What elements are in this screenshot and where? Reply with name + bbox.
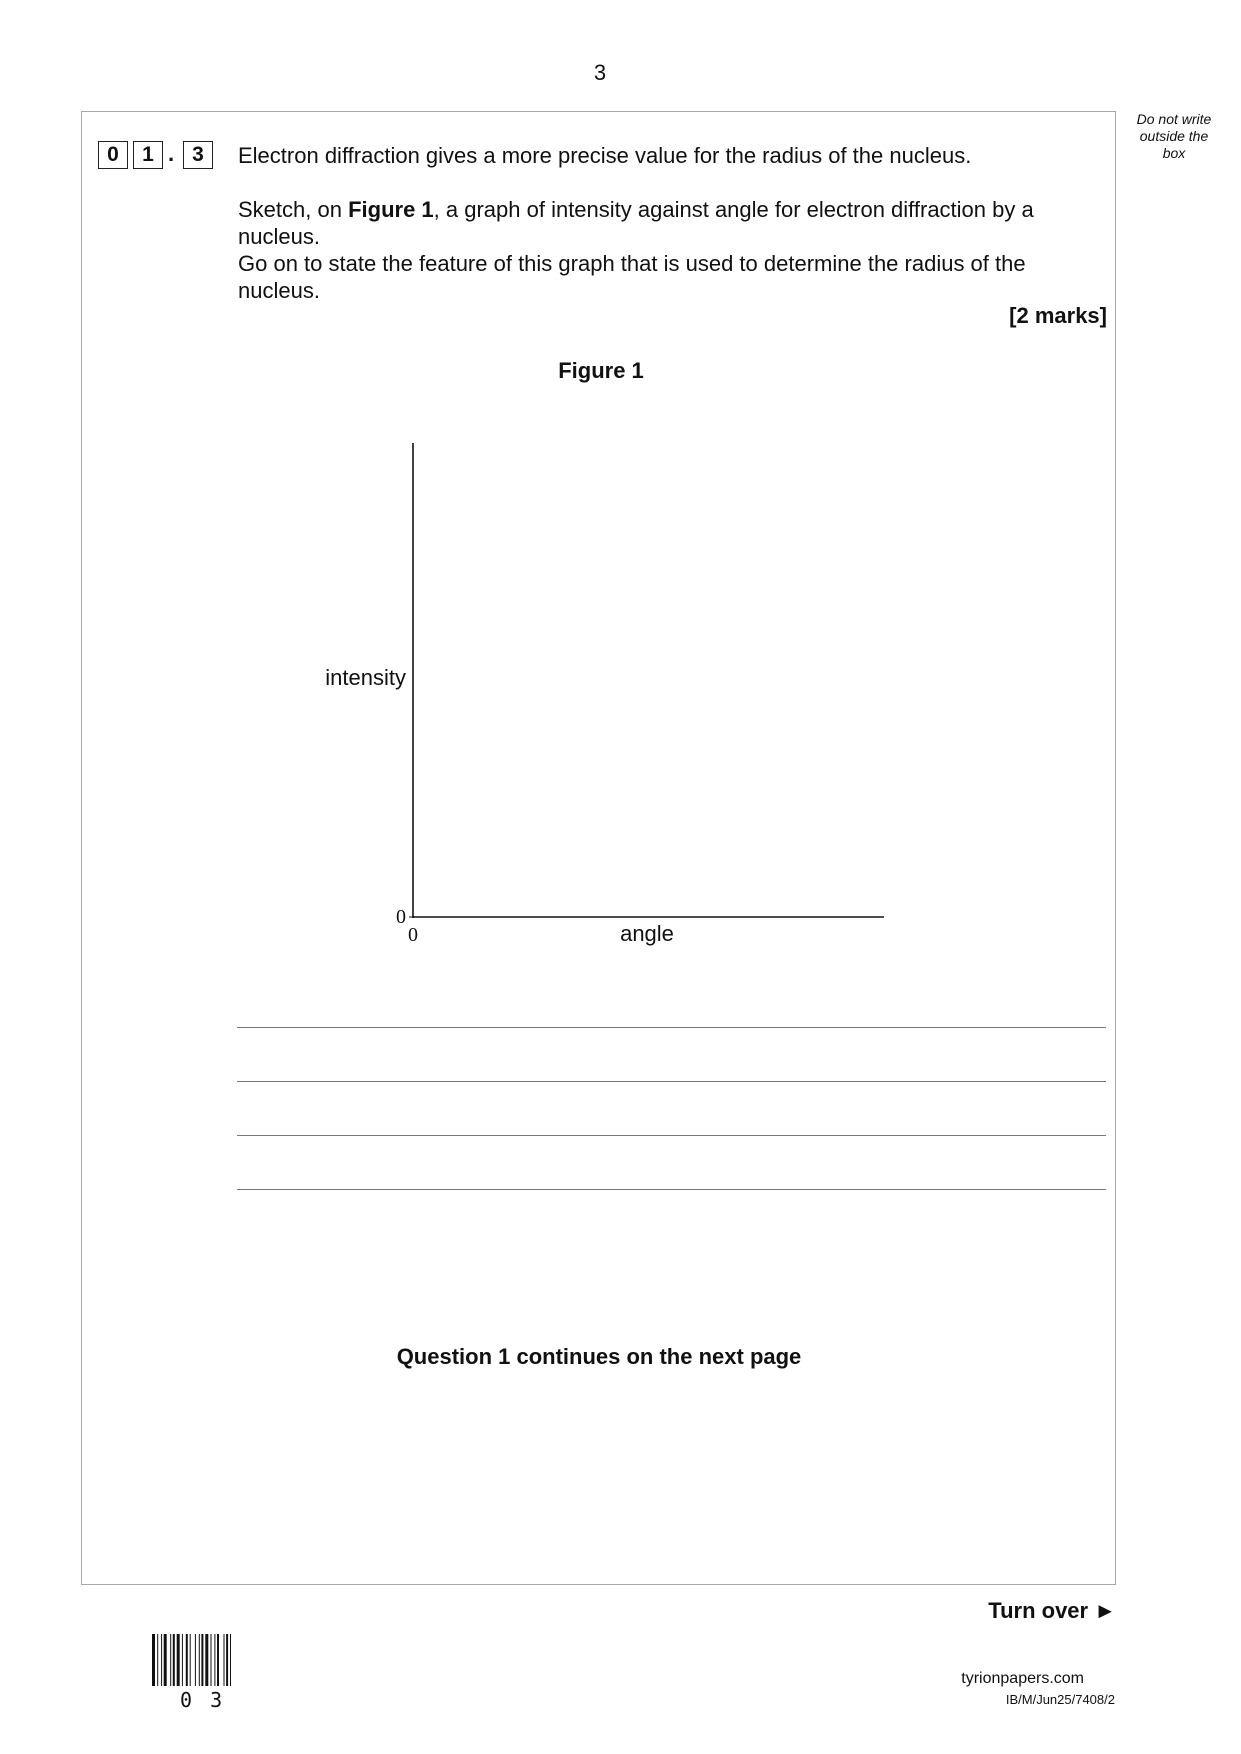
barcode-bar bbox=[170, 1634, 171, 1686]
barcode-bar bbox=[199, 1634, 200, 1686]
barcode-bar bbox=[205, 1634, 208, 1686]
footer-site: tyrionpapers.com bbox=[961, 1670, 1084, 1687]
answer-line[interactable] bbox=[237, 1027, 1106, 1028]
barcode-bar bbox=[157, 1634, 158, 1686]
figure-reference: Figure 1 bbox=[348, 197, 434, 222]
barcode-bar bbox=[230, 1634, 231, 1686]
y-axis-label: intensity bbox=[325, 665, 406, 690]
instruction-text: Go on to state the feature of this graph that is used to determine the radius of the nucleus. bbox=[238, 251, 1026, 303]
barcode-bar bbox=[161, 1634, 162, 1686]
instruction-text: Sketch, on bbox=[238, 197, 349, 222]
question-number-box: 1 bbox=[133, 141, 163, 169]
barcode-bar bbox=[152, 1634, 155, 1686]
margin-note-line: outside the bbox=[1139, 128, 1209, 144]
barcode-bar bbox=[224, 1634, 225, 1686]
answer-line[interactable] bbox=[237, 1081, 1106, 1082]
answer-line[interactable] bbox=[237, 1189, 1106, 1190]
margin-note-line: Do not write bbox=[1136, 111, 1212, 127]
x-axis-label: angle bbox=[620, 921, 674, 946]
instruction-text: , a graph of intensity against angle for electron diffraction by a nucleus. bbox=[238, 197, 1034, 249]
barcode-number: 0 3 bbox=[180, 1688, 226, 1712]
barcode-bar bbox=[182, 1634, 183, 1686]
question-part-box: 3 bbox=[183, 141, 213, 169]
barcode-bar bbox=[164, 1634, 167, 1686]
barcode-bar bbox=[201, 1634, 203, 1686]
barcode-bar bbox=[186, 1634, 188, 1686]
question-intro: Electron diffraction gives a more precise value for the radius of the nucleus. bbox=[238, 143, 972, 168]
barcode-image bbox=[152, 1634, 264, 1688]
barcode-bar bbox=[195, 1634, 196, 1686]
barcode-bar bbox=[177, 1634, 180, 1686]
page-number: 3 bbox=[593, 60, 607, 85]
x-origin-label: 0 bbox=[408, 924, 418, 946]
barcode-bar bbox=[211, 1634, 212, 1686]
barcode-bar bbox=[173, 1634, 175, 1686]
barcode-bar bbox=[214, 1634, 215, 1686]
marks-label: [2 marks] bbox=[1009, 303, 1107, 328]
turn-over-label: Turn over ► bbox=[988, 1598, 1116, 1623]
footer-reference: IB/M/Jun25/7408/2 bbox=[1005, 1692, 1115, 1707]
question-number-box: 0 bbox=[98, 141, 128, 169]
y-origin-label: 0 bbox=[396, 906, 406, 928]
barcode-bar bbox=[226, 1634, 228, 1686]
answer-line[interactable] bbox=[237, 1135, 1106, 1136]
question-number-separator: . bbox=[168, 141, 175, 166]
barcode-bar bbox=[190, 1634, 191, 1686]
continues-notice: Question 1 continues on the next page bbox=[396, 1344, 802, 1369]
margin-note-line: box bbox=[1162, 145, 1186, 161]
barcode-bar bbox=[217, 1634, 219, 1686]
figure-title: Figure 1 bbox=[558, 358, 644, 383]
